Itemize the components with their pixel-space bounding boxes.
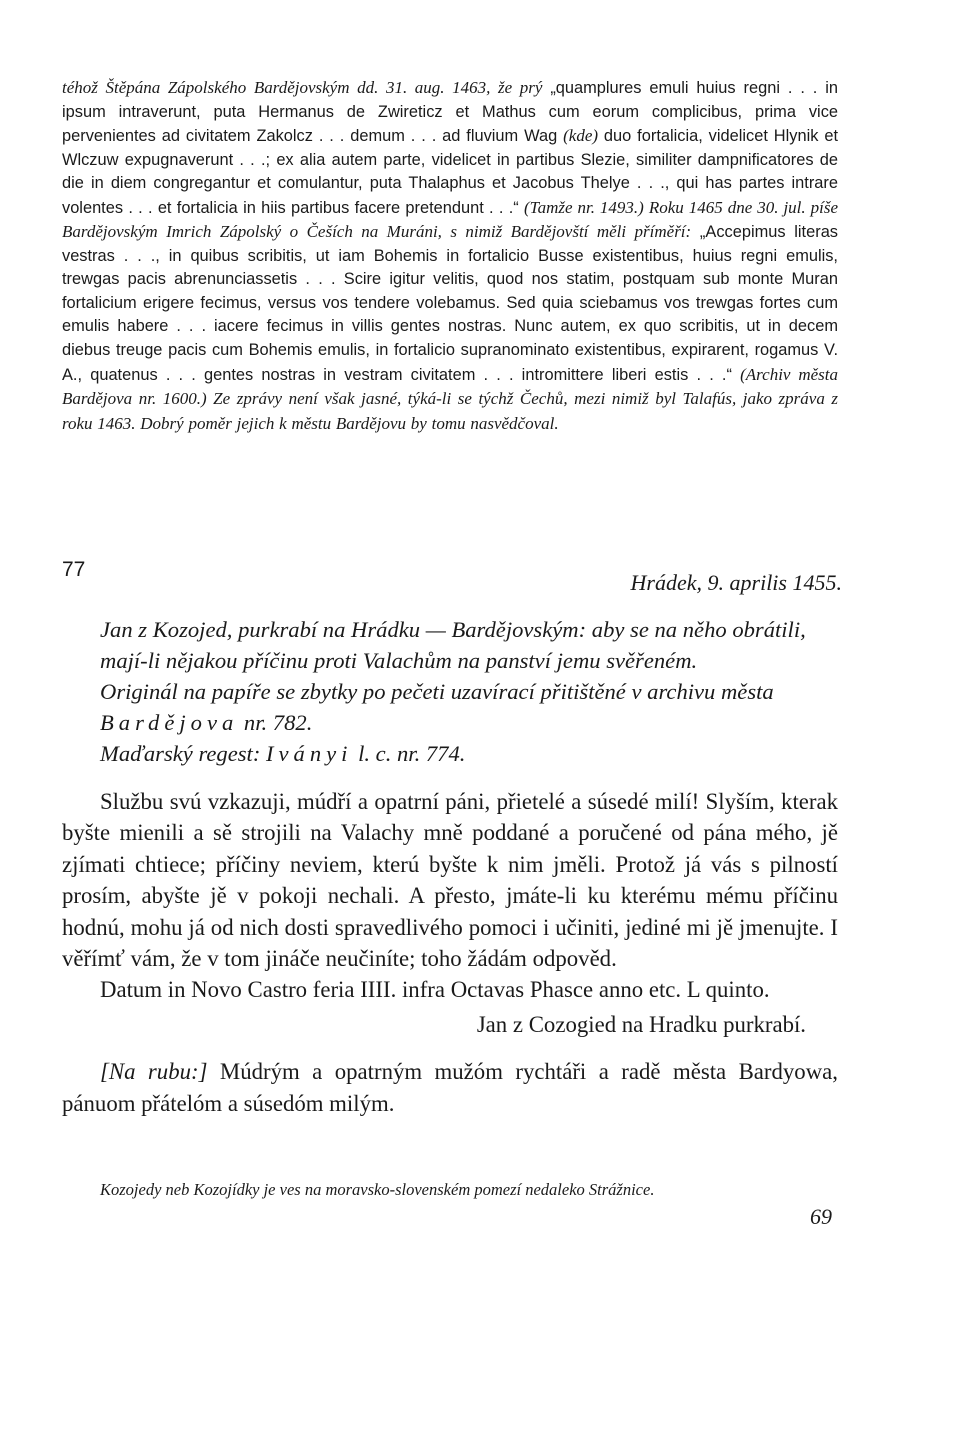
address-label: [Na rubu:] xyxy=(100,1059,208,1085)
footnote: Kozojedy neb Kozojídky je ves na moravsko-slovenském pomezí nedaleko Strážnice. xyxy=(100,1180,655,1199)
regest-original-note: Originál na papíře se zbytky po pečeti uzavírací přitištěné v archivu města Bardějova nr. 782. xyxy=(100,679,774,735)
commentary-gloss: (kde) xyxy=(563,126,599,146)
document-place-date: Hrádek, 9. aprilis 1455. xyxy=(630,570,842,595)
commentary-latin-quote-3: „Accepimus literas vestras . . ., in quibus scribitis, ut iam Bohemis in fortalicio Busse existentibus, huius regni emulis, trewgas pacis abrenunciassetis . . . Scire igitur velitis, quod nos statim, postquam sub monte Muran fortalicium erigere fecimus, versus vos tendere volebamus. Sed quia sciebamus vos trewgas fortes cum emulis habere . . . iacere fecimus in villis gentes nostras. Nunc autem, ex quo scribitis, ut in decem diebus treuge pacis cum Bohemis emulis, in fortalicio supranominato existentibus, expirarent, rogamus V. A., quatenus . . . gentes nostras in vestram civitatem . . . intromittere liberi estis . . .“ xyxy=(62,223,838,384)
spaced-author-name: Iványi xyxy=(266,741,353,766)
regest-hungarian-note: Maďarský regest: Iványi l. c. nr. 774. xyxy=(100,741,466,766)
letter-address xyxy=(62,1056,838,1119)
document-regest xyxy=(100,614,838,769)
commentary-czech-intro: téhož Štěpána Zápolského Bardějovským dd. 31. aug. 1463, že prý xyxy=(62,78,543,97)
page-number: 69 xyxy=(810,1204,832,1229)
letter-dating: Datum in Novo Castro feria IIII. infra Octavas Phasce anno etc. L quinto. xyxy=(100,977,770,1003)
letter-paragraph: Službu svú vzkazuji, múdří a opatrní páni, přietelé a súsedé milí! Slyším, kterak byšte mienili a sě strojili na Valachy mně poddané a poručené od pána mého, jě zjímati chtiece; příčiny neviem, kterú byšte k nim jměli. Protož já vás s pilností prosím, abyšte jě v pokoji nechali. A přesto, jmáte-li ku kterému mému příčinu hodnú, mohu já od nich dosti spravedlivého pomoci i učiniti, jediné mi jě jmenujte. I věřímť vám, že v tom jináče neučiníte; toho žádám odpověd. xyxy=(62,789,838,972)
letter-text xyxy=(62,786,838,1119)
regest-summary: Jan z Kozojed, purkrabí na Hrádku — Bardějovským: aby se na něho obrátili, mají-li nějakou příčinu proti Valachům na panství jemu svěřeném. xyxy=(100,617,806,673)
commentary-latin-quote-2: duo fortalicia, videlicet Hlynik et Wlczuw expugnaverunt . . .; ex alia autem parte, videlicet in partibus Slezie, similiter dampnificatores de die in diem congregantur et comulantur, puta Thalaphus et Jacobus Thelye . . ., qui has partes intrare volentes . . . et fortalicia in hiis partibus facere pretendunt . . .“ xyxy=(62,127,838,217)
letter-signature: Jan z Cozogied na Hradku purkrabí. xyxy=(476,1011,806,1037)
address-text: Múdrým a opatrným mužóm rychtáři a radě města Bardyowa, pánuom přátelóm a súsedóm milým. xyxy=(62,1059,838,1116)
commentary-czech-end: (Archiv města Bardějova nr. 1600.) Ze zprávy není však jasné, týká-li se týchž Čechů, mezi nimiž byl Talafús, jako zpráva z roku 1463. Dobrý poměr jejich k městu Bardějovu by tomu nasvědčoval. xyxy=(62,364,838,433)
commentary-czech-middle: (Tamže nr. 1493.) Roku 1465 dne 30. jul. píše Bardějovským Imrich Zápolský o Češích na Muráni, s nimiž Bardějovští měli příměří: xyxy=(62,197,838,242)
spaced-city-name: Bardějova xyxy=(100,710,239,735)
document-number: 77 xyxy=(62,558,86,581)
commentary-latin-quote-1: „quamplures emuli huius regni . . . in ipsum intraverunt, puta Hermanus de Zwireticz et Mathus cum eorum complicibus, prima vice pervenientes ad civitatem Zakolcz . . . demum . . . ad fluvium Wag xyxy=(62,79,838,146)
previous-document-commentary xyxy=(62,76,838,436)
